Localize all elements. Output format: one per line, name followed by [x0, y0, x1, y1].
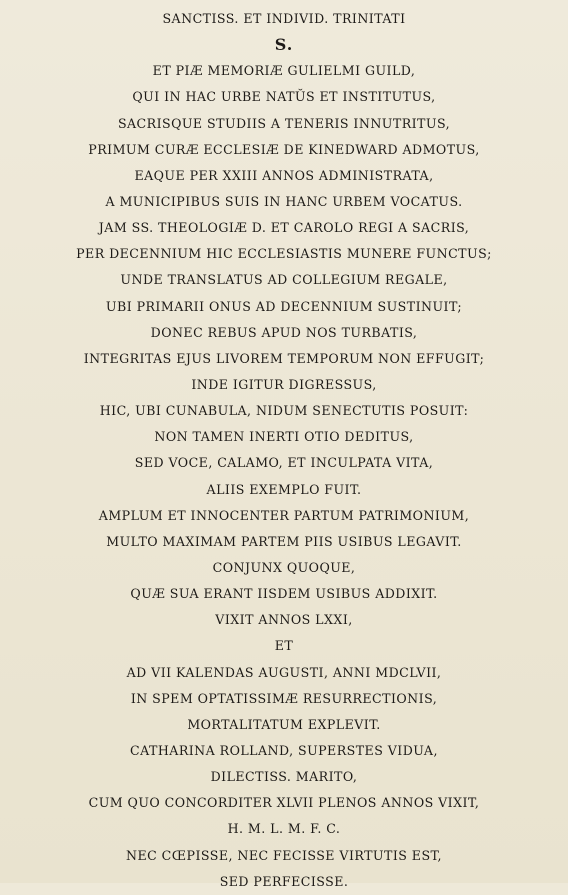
- inscription-line: ET PIÆ MEMORIÆ GULIELMI GUILD,: [152, 63, 416, 79]
- inscription-line: MULTO MAXIMAM PARTEM PIIS USIBUS LEGAVIT.: [106, 533, 462, 549]
- inscription-line: IN SPEM OPTATISSIMÆ RESURRECTIONIS,: [130, 690, 438, 706]
- inscription-line: UBI PRIMARII ONUS AD DECENNIUM SUSTINUIT;: [105, 298, 463, 314]
- inscription-line: PRIMUM CURÆ ECCLESIÆ DE KINEDWARD ADMOTUS,: [88, 141, 480, 157]
- inscription-line: INTEGRITAS EJUS LIVOREM TEMPORUM NON EFFUGIT;: [83, 350, 485, 366]
- inscription-line: JAM SS. THEOLOGIÆ D. ET CAROLO REGI A SACRIS,: [98, 220, 470, 236]
- inscription-line: ALIIS EXEMPLO FUIT.: [206, 481, 362, 497]
- inscription-line: QUI IN HAC URBE NATŬS ET INSTITUTUS,: [132, 89, 436, 105]
- inscription-line: SED PERFECISSE.: [219, 873, 349, 889]
- inscription-line: A MUNICIPIBUS SUIS IN HANC URBEM VOCATUS.: [105, 193, 463, 209]
- inscription-line: UNDE TRANSLATUS AD COLLEGIUM REGALE,: [120, 272, 448, 288]
- inscription-line: AD VII KALENDAS AUGUSTI, ANNI MDCLVII,: [126, 664, 442, 680]
- inscription-line: NEC CŒPISSE, NEC FECISSE VIRTUTIS EST,: [126, 847, 442, 863]
- inscription-line: ET: [274, 638, 294, 654]
- inscription-line: CONJUNX QUOQUE,: [212, 559, 356, 575]
- inscription-line: DONEC REBUS APUD NOS TURBATIS,: [150, 324, 418, 340]
- inscription-line: SACRISQUE STUDIIS A TENERIS INNUTRITUS,: [117, 115, 451, 131]
- inscription-line: DILECTISS. MARITO,: [210, 769, 358, 785]
- inscription-line: VIXIT ANNOS LXXI,: [215, 612, 353, 628]
- inscription-line: INDE IGITUR DIGRESSUS,: [191, 376, 377, 392]
- inscription-line: QUÆ SUA ERANT IISDEM USIBUS ADDIXIT.: [130, 586, 438, 602]
- inscription-line: MORTALITATUM EXPLEVIT.: [187, 716, 381, 732]
- inscription-line: CATHARINA ROLLAND, SUPERSTES VIDUA,: [130, 742, 438, 758]
- inscription-line: CUM QUO CONCORDITER XLVII PLENOS ANNOS VIXIT,: [88, 795, 480, 811]
- inscription-line: HIC, UBI CUNABULA, NIDUM SENECTUTIS POSUIT:: [99, 403, 469, 419]
- inscription-line: AMPLUM ET INNOCENTER PARTUM PATRIMONIUM,: [98, 507, 470, 523]
- inscription-line: PER DECENNIUM HIC ECCLESIASTIS MUNERE FUNCTUS;: [76, 246, 492, 262]
- inscription-line: H. M. L. M. F. C.: [227, 821, 341, 837]
- inscription-line: SED VOCE, CALAMO, ET INCULPATA VITA,: [134, 455, 434, 471]
- inscription-line: SANCTISS. ET INDIVID. TRINITATI: [162, 11, 406, 26]
- inscription-line: EAQUE PER XXIII ANNOS ADMINISTRATA,: [134, 167, 434, 183]
- inscription-line: S.: [274, 35, 294, 55]
- inscription-line: NON TAMEN INERTI OTIO DEDITUS,: [154, 429, 414, 445]
- memorial-inscription: [0, 6, 568, 895]
